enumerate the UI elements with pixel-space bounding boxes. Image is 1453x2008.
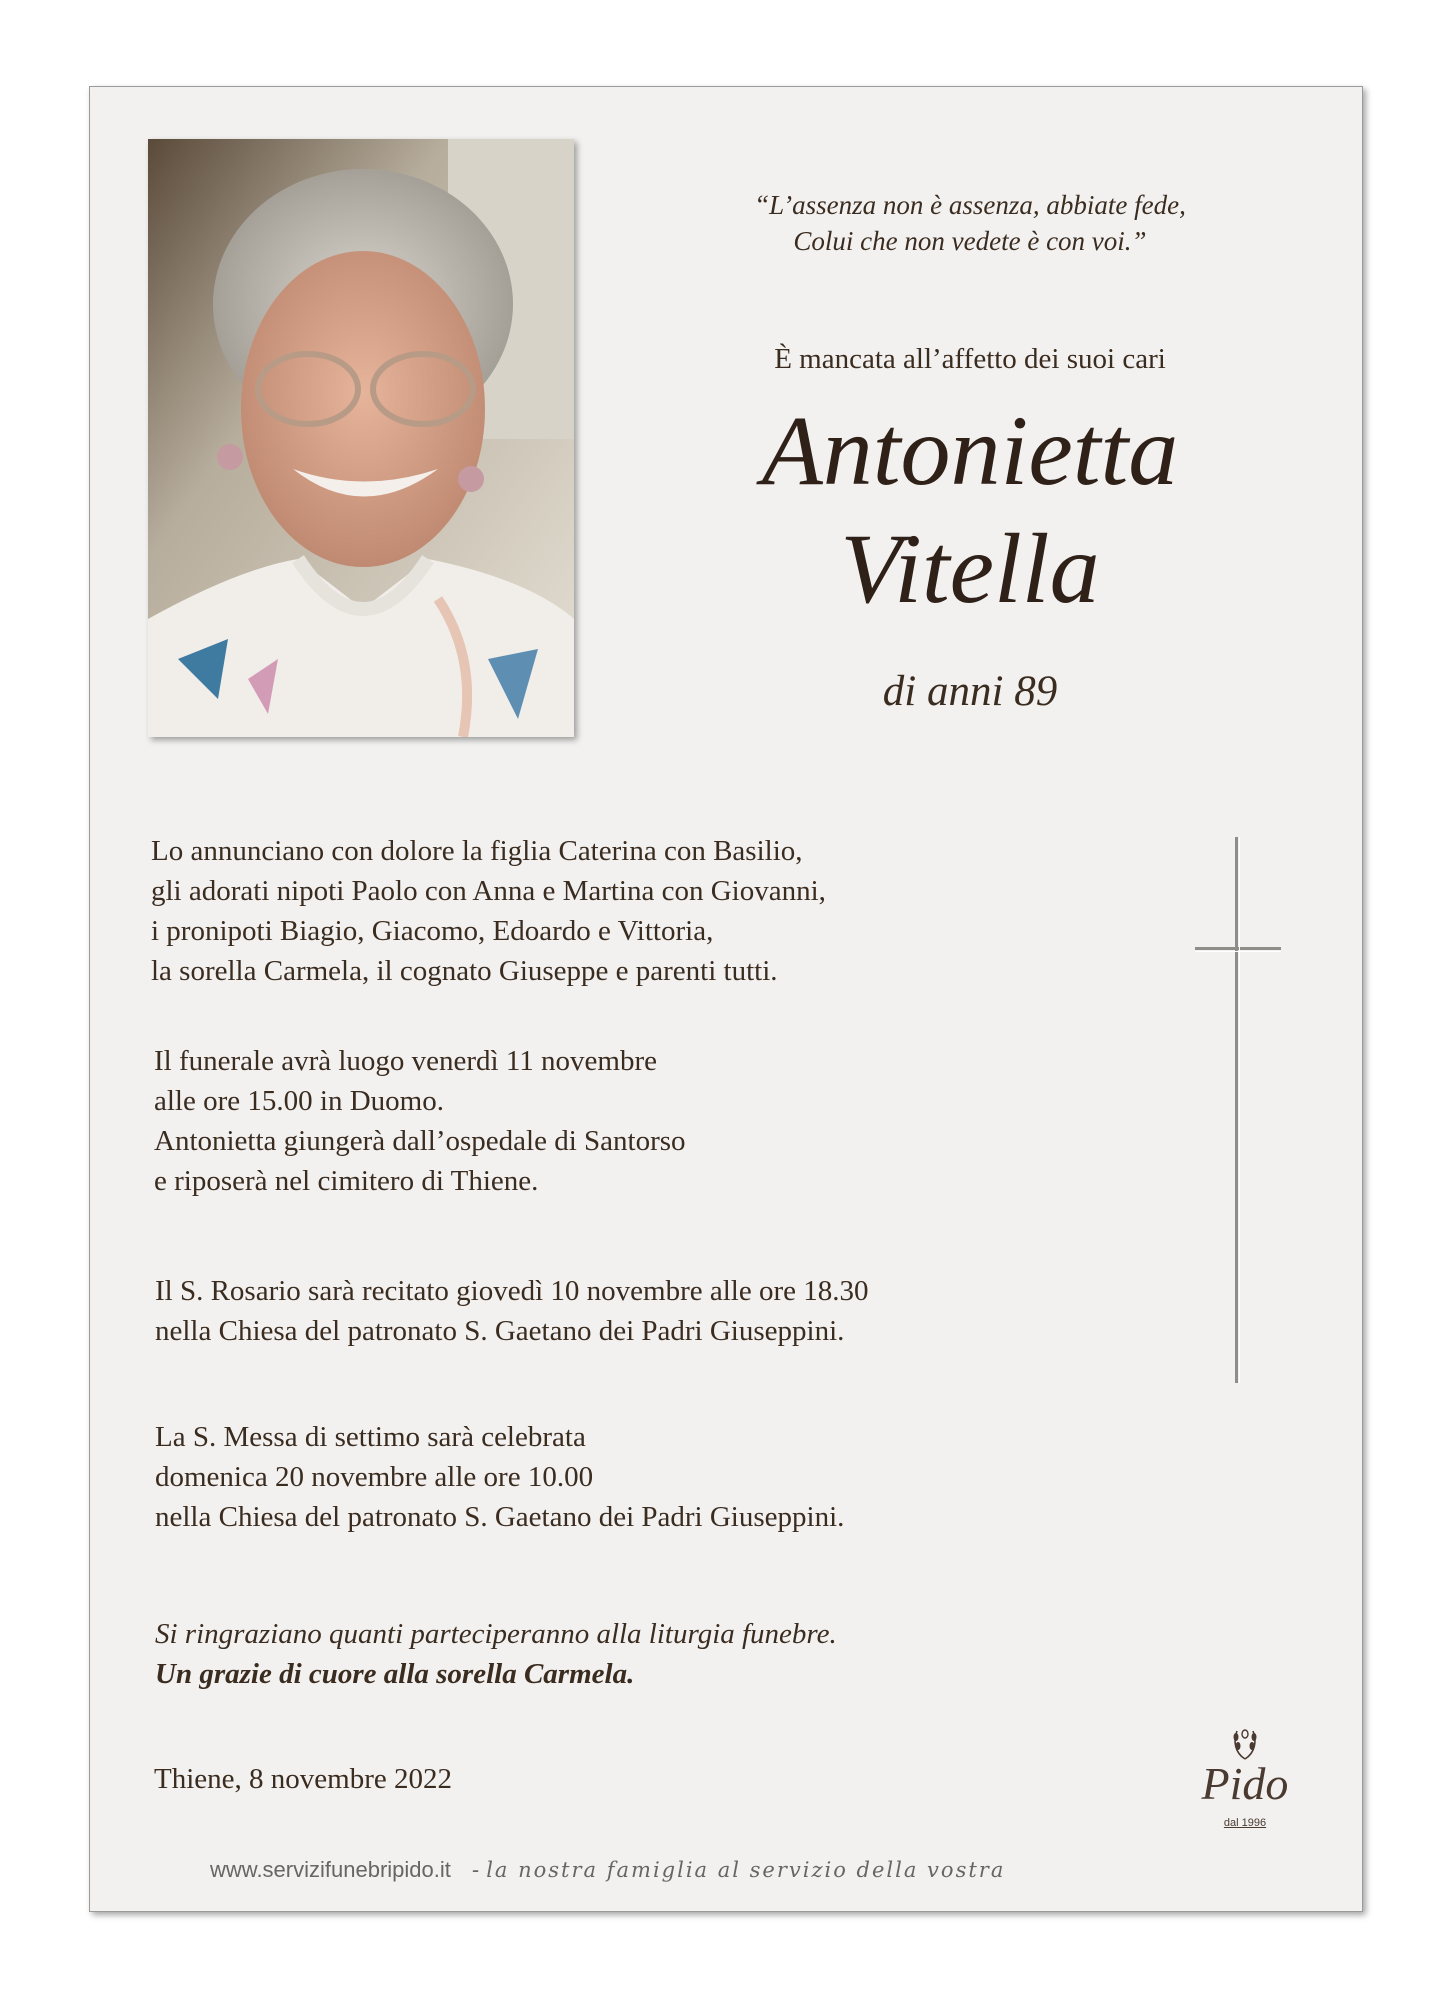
rosary-paragraph (155, 1271, 869, 1351)
announcement-paragraph (151, 831, 826, 991)
logo-word: Pido (1201, 1758, 1289, 1809)
deceased-name (650, 392, 1290, 628)
funeral-line: Il funerale avrà luogo venerdì 11 novembre (154, 1045, 657, 1077)
funeral-paragraph (154, 1041, 686, 1201)
funeral-home-logo (1185, 1725, 1305, 1835)
thanks-line: Si ringraziano quanti parteciperanno alla liturgia funebre. (155, 1618, 837, 1650)
place-date: Thiene, 8 novembre 2022 (154, 1763, 452, 1795)
footer-website[interactable]: www.servizifunebripido.it (210, 1857, 451, 1882)
quote-line-2: Colui che non vedete è con voi.” (793, 226, 1147, 256)
footer-separator: - (471, 1857, 480, 1882)
deceased-age: di anni 89 (882, 668, 1058, 715)
mass-line: domenica 20 novembre alle ore 10.00 (155, 1461, 594, 1493)
last-name: Vitella (840, 513, 1100, 624)
quote-line-1: “L’assenza non è assenza, abbiate fede, (754, 190, 1186, 220)
obituary-sheet (89, 86, 1363, 1912)
funeral-line: e riposerà nel cimitero di Thiene. (154, 1165, 539, 1197)
portrait-photo (148, 139, 574, 737)
thanks-line-bold: Un grazie di cuore alla sorella Carmela. (155, 1658, 635, 1690)
logo-since: dal 1996 (1223, 1817, 1267, 1829)
thanks-paragraph (155, 1614, 837, 1694)
memorial-quote (730, 187, 1210, 259)
funeral-line: alle ore 15.00 in Duomo. (154, 1085, 444, 1117)
laurel-icon (1229, 1725, 1261, 1761)
cross-icon (1195, 837, 1281, 1383)
footer-motto: la nostra famiglia al servizio della vostra (486, 1858, 1006, 1882)
footer (210, 1857, 1005, 1883)
announcement-line: i pronipoti Biagio, Giacomo, Edoardo e Vittoria, (151, 915, 714, 947)
intro-text: È mancata all’affetto dei suoi cari (774, 343, 1166, 375)
rosary-line: nella Chiesa del patronato S. Gaetano dei Padri Giuseppini. (155, 1315, 845, 1347)
announcement-line: Lo annunciano con dolore la figlia Caterina con Basilio, (151, 835, 803, 867)
mass-line: La S. Messa di settimo sarà celebrata (155, 1421, 586, 1453)
mass-paragraph (155, 1417, 844, 1537)
announcement-line: gli adorati nipoti Paolo con Anna e Martina con Giovanni, (151, 875, 826, 907)
funeral-line: Antonietta giungerà dall’ospedale di Santorso (154, 1125, 686, 1157)
mass-line: nella Chiesa del patronato S. Gaetano dei Padri Giuseppini. (155, 1501, 845, 1533)
first-name: Antonietta (761, 395, 1179, 506)
announcement-line: la sorella Carmela, il cognato Giuseppe e parenti tutti. (151, 955, 778, 987)
rosary-line: Il S. Rosario sarà recitato giovedì 10 novembre alle ore 18.30 (155, 1275, 869, 1307)
